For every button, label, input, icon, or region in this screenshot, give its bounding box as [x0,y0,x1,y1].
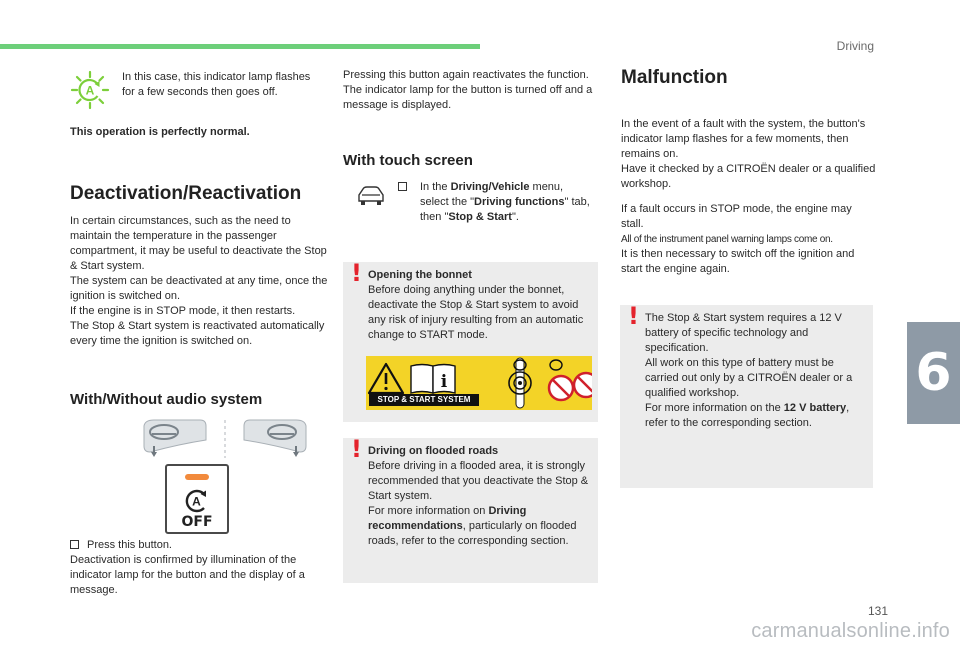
deactivation-para-1: In certain circumstances, such as the need to maintain the temperature in the passenger compartment, it may be useful to deactivate the Stop & Start system. [70,215,327,272]
svg-text:A: A [85,83,95,98]
lamp-off-text: The indicator lamp for the button is turned off and a message is displayed. [343,84,593,111]
deactivation-para-4: The Stop & Start system is reactivated automatically every time the ignition is switched on. [70,320,325,347]
step-arrow-icon [398,182,407,191]
malfunction-heading: Malfunction [621,67,728,88]
vehicle-icon [355,181,387,209]
warning-exclamation-icon: ! [351,259,362,287]
malfunction-para-2: Have it checked by a CITROËN dealer or a qualified workshop. [621,163,876,190]
section-title: Driving [836,39,874,53]
bonnet-warning-text: Before doing anything under the bonnet, deactivate the Stop & Start system to avoid any risk of injury resulting from an automatic change to START mode. [368,284,584,341]
dashboard-illustration [140,418,310,460]
button-indicator-led [185,474,209,480]
indicator-lamp-text: In this case, this indicator lamp flashes for a few seconds then goes off. [122,71,311,98]
deactivation-para-3: If the engine is in STOP mode, it then restarts. [70,305,296,317]
chapter-tab: 6 [907,322,960,424]
bonnet-warning-title: Opening the bonnet [368,269,472,281]
top-accent-bar [0,44,480,49]
deactivation-para-2: The system can be deactivated at any time, once the ignition is switched on. [70,275,328,302]
stop-start-off-button[interactable] [165,464,229,534]
battery-more-info: For more information on the 12 V battery, refer to the corresponding section. [645,402,850,429]
page-number: 131 [867,604,888,618]
stop-start-warning-label [366,356,592,410]
battery-warning-box [620,302,873,488]
flood-warning-text: Before driving in a flooded area, it is strongly recommended that you deactivate the Stop & Start system. [368,460,589,502]
step-arrow-icon [70,540,79,549]
svg-text:i: i [440,372,448,392]
watermark: carmanualsonline.info [751,620,950,642]
deactivation-heading: Deactivation/Reactivation [70,183,302,204]
svg-text:A: A [192,494,201,509]
auto-a-icon [183,487,211,515]
malfunction-text [621,117,876,277]
reactivation-text [343,68,593,113]
off-label: OFF [181,514,213,530]
bonnet-warning-box [343,259,598,422]
press-confirm-text: Deactivation is confirmed by illumination of the indicator lamp for the button and the display of a message. [70,554,305,596]
press-button-text [70,538,328,598]
battery-note-para-1: The Stop & Start system requires a 12 V battery of specific technology and specification. [645,312,842,354]
touch-screen-instruction: In the Driving/Vehicle menu, select the "Driving functions" tab, then "Stop & Start". [398,180,593,225]
malfunction-para-5: It is then necessary to switch off the ignition and start the engine again. [621,248,855,275]
press-again-text: Pressing this button again reactivates the function. [343,69,589,81]
press-step: Press this button. [87,539,172,551]
stop-start-label-text: STOP & START SYSTEM [369,394,479,406]
touch-screen-heading: With touch screen [343,152,473,169]
audio-system-heading: With/Without audio system [70,391,263,408]
battery-note-para-2: All work on this type of battery must be carried out only by a CITROËN dealer or a qualified workshop. [645,357,853,399]
warning-exclamation-icon: ! [351,435,362,463]
malfunction-para-4: All of the instrument panel warning lamps come on. [621,234,833,245]
flood-warning-title: Driving on flooded roads [368,445,499,457]
warning-exclamation-icon: ! [628,302,639,330]
flooded-roads-warning-box [343,435,598,583]
flood-more-info: For more information on Driving recommendations, particularly on flooded roads, refer to the corresponding section. [368,505,577,547]
indicator-lamp-icon [70,70,110,110]
normal-operation-note: This operation is perfectly normal. [70,126,250,138]
malfunction-para-1: In the event of a fault with the system, the button's indicator lamp flashes for a few moments, then remains on. [621,118,866,160]
malfunction-para-3: If a fault occurs in STOP mode, the engine may stall. [621,203,852,230]
deactivation-text [70,214,328,349]
